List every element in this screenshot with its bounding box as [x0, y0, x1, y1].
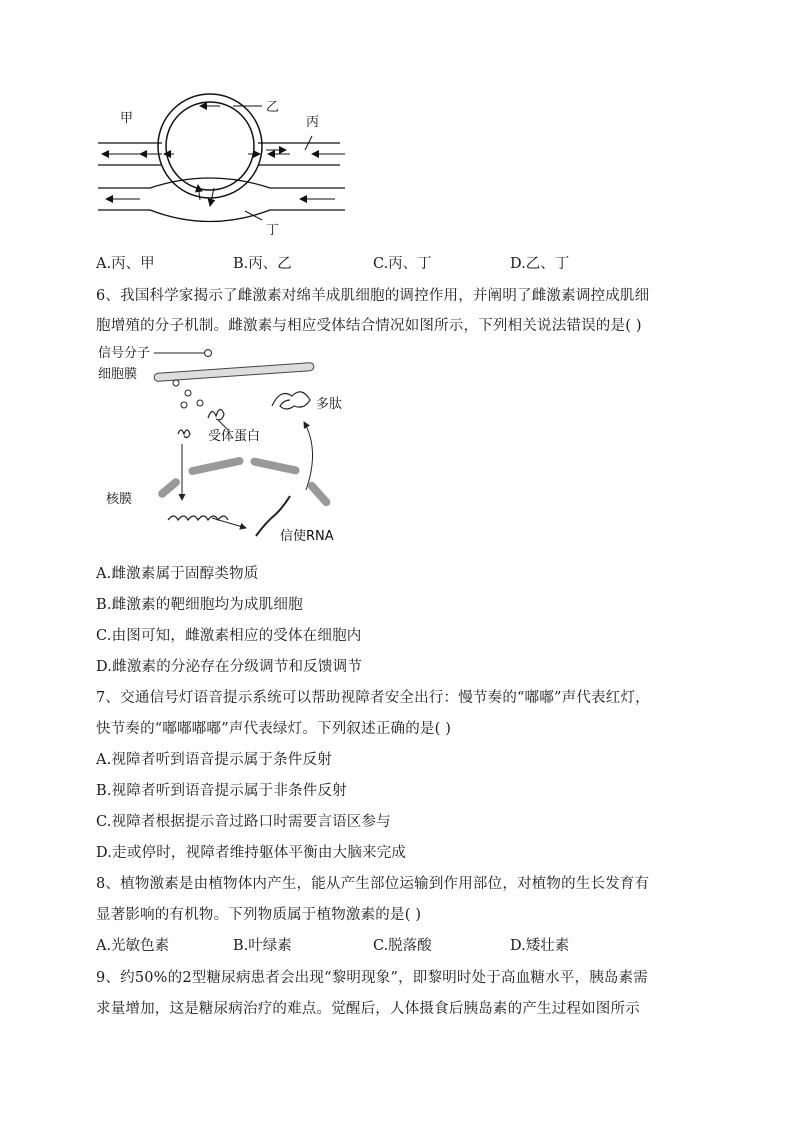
inner-ring	[166, 102, 254, 190]
q5-option-c[interactable]: C.丙、丁	[373, 256, 432, 272]
label-nuclear-membrane: 核膜	[106, 492, 133, 507]
q9-stem-line-2: 求量增加，这是糖尿病治疗的难点。觉醒后，人体摄食后胰岛素的产生过程如图所示	[96, 1001, 640, 1017]
receptor-protein	[208, 409, 224, 419]
label-ding: 丁	[266, 223, 280, 238]
figure-vessel-diagram	[90, 88, 360, 248]
label-yi: 乙	[266, 100, 280, 115]
q8-stem-line-2: 显著影响的有机物。下列物质属于植物激素的是( )	[96, 907, 422, 923]
nuclear-membrane-mid2	[250, 457, 301, 475]
q6-option-b[interactable]: B.雌激素的靶细胞均为成肌细胞	[96, 597, 303, 613]
label-jia: 甲	[120, 111, 134, 126]
label-signal-molecule: 信号分子	[98, 346, 151, 361]
q9-stem-line-1: 9、约50%的2型糖尿病患者会出现“黎明现象”，即黎明时处于高血糖水平，胰岛素需	[96, 970, 649, 986]
lower-vessel-bottom	[98, 210, 345, 222]
q7-option-d[interactable]: D.走或停时，视障者维持躯体平衡由大脑来完成	[96, 845, 407, 861]
q8-option-a[interactable]: A.光敏色素	[96, 938, 170, 954]
nuclear-membrane-left	[156, 477, 181, 500]
signal-molecule	[205, 350, 212, 357]
label-bing: 丙	[306, 115, 320, 130]
lower-vessel-top	[98, 178, 345, 188]
cell-membrane	[154, 362, 314, 381]
polypeptide	[272, 392, 310, 409]
label-mrna: 信使RNA	[280, 529, 334, 544]
q8-option-c[interactable]: C.脱落酸	[373, 938, 432, 954]
q7-option-c[interactable]: C.视障者根据提示音过路口时需要言语区参与	[96, 814, 391, 830]
q8-stem-line-1: 8、植物激素是由植物体内产生，能从产生部位运输到作用部位，对植物的生长发育有	[96, 876, 650, 892]
dna-strand	[168, 516, 228, 520]
nuclear-membrane-right	[306, 480, 332, 508]
nuclear-membrane-mid1	[188, 456, 244, 475]
q5-option-d[interactable]: D.乙、丁	[510, 256, 570, 272]
outer-ring	[158, 94, 262, 198]
q6-stem-line-1: 6、我国科学家揭示了雌激素对绵羊成肌细胞的调控作用，并阐明了雌激素调控成肌细	[96, 288, 650, 304]
label-cell-membrane: 细胞膜	[98, 367, 138, 382]
q7-option-b[interactable]: B.视障者听到语音提示属于非条件反射	[96, 783, 347, 799]
q7-stem-line-2: 快节奏的“嘟嘟嘟嘟”声代表绿灯。下列叙述正确的是( )	[96, 721, 452, 737]
q5-option-a[interactable]: A.丙、甲	[96, 256, 155, 272]
label-polypeptide: 多肽	[316, 397, 343, 412]
q5-option-b[interactable]: B.丙、乙	[233, 256, 292, 272]
q6-option-c[interactable]: C.由图可知，雌激素相应的受体在细胞内	[96, 628, 362, 644]
figure-receptor-diagram	[96, 340, 396, 546]
q8-option-d[interactable]: D.矮壮素	[510, 938, 570, 954]
q8-option-b[interactable]: B.叶绿素	[233, 938, 292, 954]
label-receptor-protein: 受体蛋白	[208, 429, 261, 444]
q7-option-a[interactable]: A.视障者听到语音提示属于条件反射	[96, 752, 332, 768]
q6-option-a[interactable]: A.雌激素属于固醇类物质	[96, 566, 259, 582]
q6-option-d[interactable]: D.雌激素的分泌存在分级调节和反馈调节	[96, 659, 363, 675]
q6-stem-line-2: 胞增殖的分子机制。雌激素与相应受体结合情况如图所示，下列相关说法错误的是( )	[96, 318, 642, 334]
q7-stem-line-1: 7、交通信号灯语音提示系统可以帮助视障者安全出行：慢节奏的“嘟嘟”声代表红灯，	[96, 690, 650, 706]
